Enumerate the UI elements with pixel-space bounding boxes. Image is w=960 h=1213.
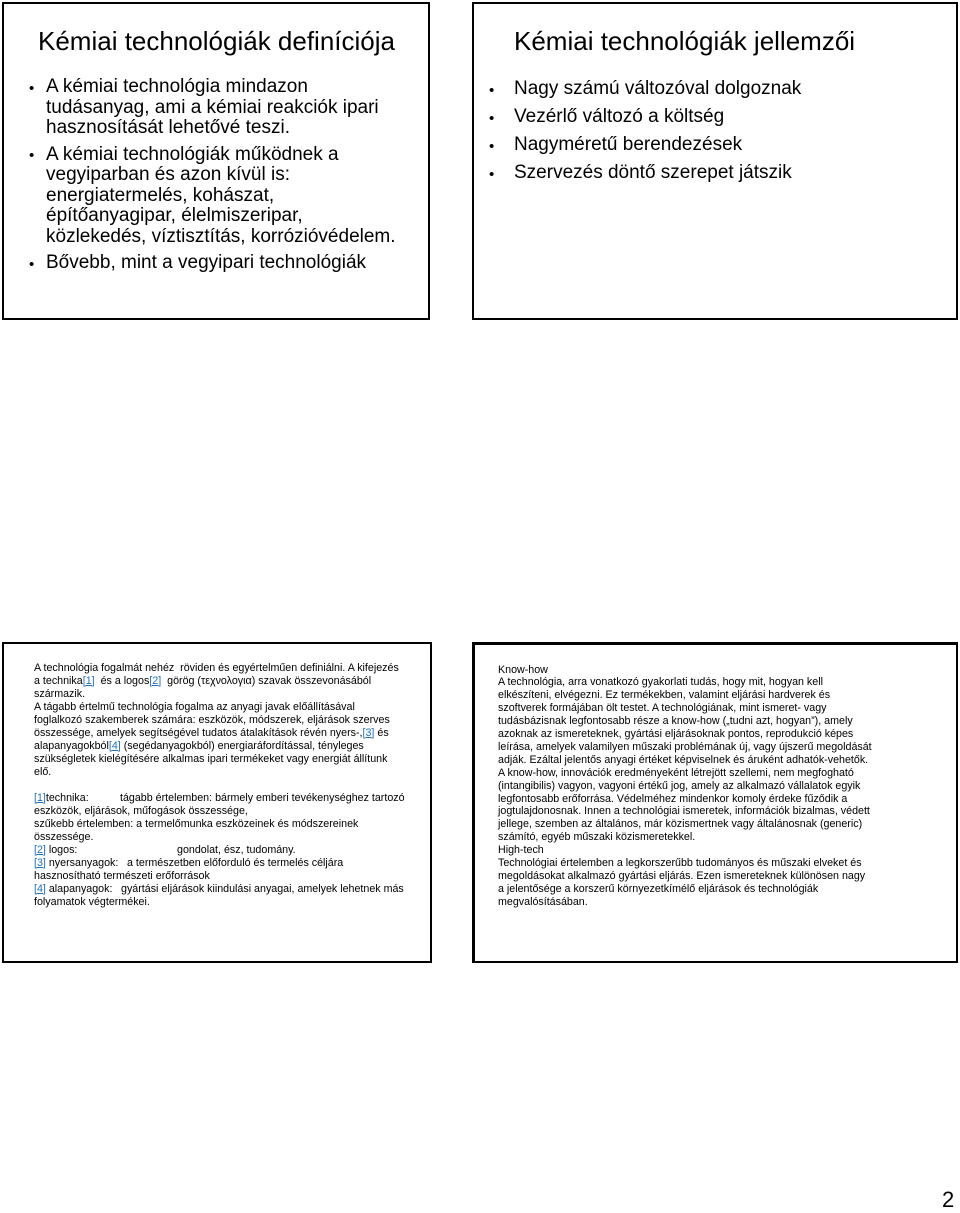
- footnote-text: tágabb értelemben: bármely emberi tevékenységhez tartozó: [120, 791, 405, 804]
- bullet-marker: •: [29, 147, 35, 164]
- bullet-list: [474, 79, 956, 191]
- note-line: [34, 688, 405, 701]
- footnote-term: logos:: [45, 843, 78, 856]
- note-line: [34, 896, 405, 909]
- note-line: [34, 714, 405, 727]
- footnote-term: nyersanyagok:: [45, 856, 119, 869]
- note-line: [34, 792, 405, 805]
- note-text: alapanyagokból: [34, 739, 109, 752]
- note-line: a jelentősége a korszerű környezetkímélő eljárások és technológiák: [498, 882, 819, 895]
- bullet-line: Nagyméretű berendezések: [514, 134, 743, 155]
- note-text: A technológia fogalmát nehéz röviden és egyértelműen definiálni. A kifejezés: [34, 661, 399, 674]
- note-line: jogtulajdonosnak. Innen a technológiai ismeretek, információk bizalmas, védett: [498, 805, 870, 818]
- note-text: összessége, amelyek segítségével tudatos átalakítások révén nyers-,: [34, 726, 363, 739]
- note-line: [34, 740, 405, 753]
- notes-text: [498, 664, 872, 909]
- note-line: [34, 883, 405, 896]
- note-line: [34, 818, 405, 831]
- note-line: legfontosabb erőforrása. Védelméhez mindenkor komoly érdeke fűződik a: [498, 792, 848, 805]
- footnote-text: összessége.: [34, 830, 94, 843]
- footnote-head: [34, 857, 127, 870]
- note-text: A tágabb értelmű technológia fogalma az anyagi javak előállításával: [34, 700, 355, 713]
- note-text: görög (τεχνολογια) szavak összevonásából: [161, 674, 372, 687]
- bullet-item: [474, 135, 956, 156]
- note-line: [34, 870, 405, 883]
- note-text: foglalkozó szakemberek számára: eszközök, módszerek, eljárások szerves: [34, 713, 390, 726]
- bullet-list: [4, 77, 428, 280]
- footnote-ref-link[interactable]: [3]: [362, 726, 375, 739]
- note-text: és: [374, 726, 389, 739]
- bullet-item: [474, 107, 956, 128]
- footnote-item: [34, 792, 405, 844]
- footnote-list: [34, 792, 405, 909]
- footnote-ref-link[interactable]: [2]: [149, 674, 162, 687]
- bullet-marker: •: [489, 165, 495, 183]
- bullet-item: [4, 77, 428, 139]
- bullet-line: hasznosítását lehetővé teszi.: [46, 117, 290, 138]
- footnote-text: folyamatok végtermékei.: [34, 895, 150, 908]
- note-line: [34, 831, 405, 844]
- footnote-ref-link[interactable]: [1]: [34, 791, 46, 804]
- slide-title: Kémiai technológiák jellemzői: [514, 26, 856, 56]
- footnote-ref-link[interactable]: [4]: [108, 739, 121, 752]
- footnote-head: [34, 883, 121, 896]
- bullet-line: Vezérlő változó a költség: [514, 106, 725, 127]
- note-line: [34, 766, 405, 779]
- footnote-text: gyártási eljárások kiindulási anyagai, amelyek lehetnek más: [121, 882, 404, 895]
- footnote-item: [34, 857, 405, 883]
- footnote-text: gondolat, ész, tudomány.: [177, 843, 296, 856]
- footnote-ref-link[interactable]: [3]: [34, 856, 46, 869]
- bullet-line: A kémiai technológia mindazon: [46, 76, 308, 97]
- bullet-marker: •: [29, 255, 35, 273]
- note-text: és a logos: [94, 674, 150, 687]
- note-line: [34, 701, 405, 714]
- note-line: jellege, szemben az általános, már közismertnek vagy általánosnak (generic): [498, 818, 863, 831]
- bullet-line: vegyiparban és azon kívül is:: [46, 164, 290, 185]
- note-line: megvalósításában.: [498, 895, 588, 908]
- slide-title: Kémiai technológiák definíciója: [38, 26, 395, 56]
- note-line: [34, 805, 405, 818]
- page-number: 2: [942, 1187, 955, 1212]
- footnote-text: szűkebb értelemben: a termelőmunka eszközeinek és módszereinek: [34, 817, 359, 830]
- note-line: [34, 844, 405, 857]
- bullet-line: Szervezés döntő szerepet játszik: [514, 162, 792, 183]
- note-line: Technológiai értelemben a legkorszerűbb tudományos és műszaki elveket és: [498, 857, 862, 870]
- bullet-line: energiatermelés, kohászat,: [46, 184, 275, 206]
- bullet-marker: •: [489, 81, 495, 99]
- note-line: tudásbázisnak legfontosabb része a know-how („tudni azt, hogyan”), amely: [498, 715, 853, 728]
- bullet-item: [474, 163, 956, 184]
- footnote-term: alapanyagok:: [45, 882, 113, 895]
- footnote-ref-link[interactable]: [4]: [34, 882, 46, 895]
- note-line: A know-how, innovációk eredményeként létrejött szellemi, nem megfogható: [498, 766, 854, 779]
- note-line: (intangibilis) vagyon, vagyoni értékű jog, amely az alkalmazó vállalatok egyik: [498, 779, 861, 792]
- note-text: származik.: [34, 687, 86, 700]
- bullet-line: közlekedés, víztisztítás, korrózióvédelem.: [46, 225, 396, 247]
- footnote-head: [34, 844, 177, 857]
- bullet-item: [4, 145, 428, 248]
- footnote-item: [34, 883, 405, 909]
- notes-panel-left: [2, 642, 432, 963]
- slide-characteristics: [472, 2, 958, 320]
- footnote-head: [34, 792, 120, 805]
- bullet-line: építőanyagipar, élelmiszeripar,: [46, 205, 303, 226]
- notes-panel-right: [472, 642, 958, 963]
- note-line: [34, 727, 405, 740]
- bullet-item: [4, 253, 428, 274]
- footnote-text: a természetben előforduló és termelés céljára: [127, 856, 344, 869]
- note-text: (segédanyagokból) energiaráfordítással, tényleges: [120, 739, 364, 752]
- footnote-ref-link[interactable]: [1]: [82, 674, 95, 687]
- bullet-marker: •: [489, 109, 495, 127]
- note-section-heading: Know-how: [498, 663, 548, 676]
- footnote-text: eszközök, eljárások, műfogások összessége,: [34, 804, 248, 817]
- note-line: számító, egyéb műszaki közismeretekkel.: [498, 831, 696, 844]
- footnote-term: technika:: [45, 791, 89, 804]
- bullet-line: Bővebb, mint a vegyipari technológiák: [46, 252, 367, 273]
- note-text: a technika: [34, 674, 83, 687]
- note-text: szükségletek kielégítésére alkalmas ipari termékeket vagy energiát állítunk: [34, 752, 388, 765]
- bullet-marker: •: [489, 137, 495, 155]
- bullet-line: Nagy számú változóval dolgoznak: [514, 78, 802, 99]
- note-line: [34, 675, 405, 688]
- slide-definition: [2, 2, 430, 320]
- note-line: [34, 662, 405, 675]
- bullet-marker: •: [29, 79, 35, 97]
- note-line: szoftverek formájában ölt testet. A technológiának, mint ismeret- vagy: [498, 702, 827, 715]
- note-line: [34, 753, 405, 766]
- note-line: megoldásokat alkalmazó gyártási eljárás. Ezen ismereteknek különösen nagy: [498, 870, 866, 882]
- note-text: elő.: [34, 765, 52, 778]
- note-line: leírása, amelyek valamilyen műszaki problémának új, vagy újszerű megoldását: [498, 740, 872, 753]
- bullet-line: tudásanyag, ami a kémiai reakciók ipari: [46, 96, 379, 118]
- note-section-heading: High-tech: [498, 844, 544, 857]
- bullet-line: A kémiai technológiák működnek a: [46, 143, 339, 165]
- note-line: [34, 857, 405, 870]
- bullet-item: [474, 79, 956, 100]
- note-line: azoknak az ismereteknek, gyártási eljárásoknak pontos, reprodukció képes: [498, 728, 854, 741]
- notes-text: [34, 662, 405, 909]
- note-line: adják. Ezáltal jelentős anyagi értéket képviselnek és áruként adhatók-vehetők.: [498, 753, 869, 766]
- footnote-ref-link[interactable]: [2]: [34, 843, 46, 856]
- footnote-item: [34, 844, 405, 857]
- note-line: A technológia, arra vonatkozó gyakorlati tudás, hogy mit, hogyan kell: [498, 676, 823, 689]
- footnote-text: hasznosítható természeti erőforrások: [34, 869, 210, 882]
- note-line: elkészíteni, elvégezni. Ez termékekben, valamint eljárási hardverek és: [498, 689, 831, 702]
